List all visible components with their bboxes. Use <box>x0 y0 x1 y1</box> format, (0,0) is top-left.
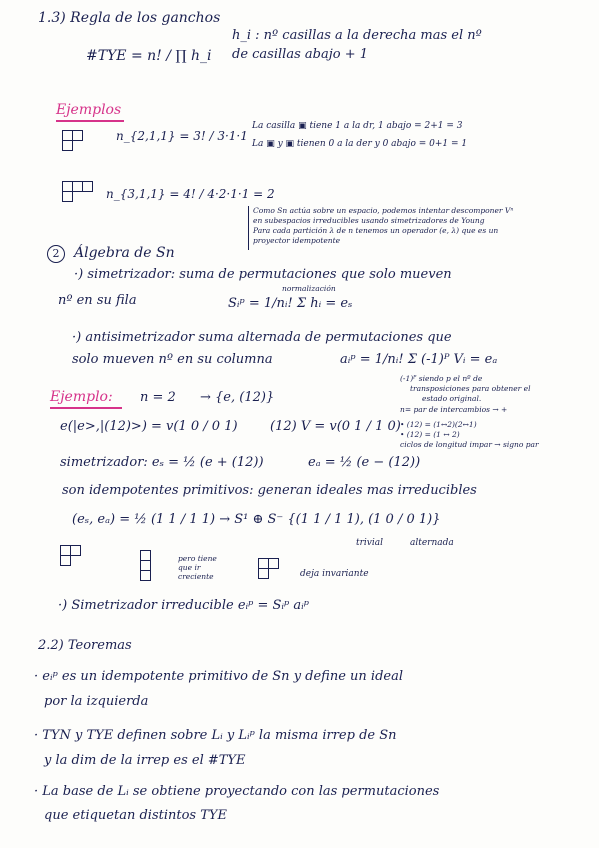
hook-condition-1: h_i : nº casillas a la derecha mas el nº <box>232 28 482 43</box>
antisymmetrizer-line-1: ·) antisimetrizador suma alternada de permutaciones que <box>72 330 452 345</box>
example-identity-matrix: e(|e>,|(12)>) = v(1 0 / 0 1) <box>60 419 238 434</box>
example-swap-matrix: (12) V = v(0 1 / 1 0) <box>270 419 401 434</box>
section-number-circle: 2 <box>47 245 65 263</box>
sign-note-2: transposiciones para obtener el <box>410 384 531 393</box>
theorem-1-line-1: · eᵢᵖ es un idempotente primitivo de Sn y define un ideal <box>34 669 404 684</box>
side-note-2: en subespacios irreducibles usando simetrizadores de Young <box>253 216 485 225</box>
theorem-3-line-2: que etiquetan distintos TYE <box>44 808 227 823</box>
theorem-1-line-2: por la izquierda <box>44 694 149 709</box>
example-underline <box>50 407 122 409</box>
cycle-note-3: ciclos de longitud impar → signo par <box>400 440 539 449</box>
section2-title: Álgebra de Sn <box>74 245 175 261</box>
alternating-label: alternada <box>410 538 454 548</box>
side-note-bracket <box>248 206 249 250</box>
irreducible-symmetrizer: ·) Simetrizador irreducible eᵢᵖ = Sᵢᵖ aᵢᵖ <box>58 598 309 613</box>
trivial-label: trivial <box>356 538 384 548</box>
example-group: → {e, (12)} <box>200 390 275 405</box>
hook-formula: #TYE = n! / ∏ h_i <box>86 48 212 64</box>
tableau-note-2: que ir <box>178 563 201 572</box>
antisymmetrizer-formula: aᵢᵖ = 1/nᵢ! Σ (-1)ᴾ Vᵢ = eₐ <box>340 352 498 367</box>
sign-note-1: (-1)ᴾ siendo p el nº de <box>400 374 483 383</box>
side-note-3: Para cada partición λ de n tenemos un operador (e, λ) que es un <box>253 226 499 235</box>
cycle-note-2: • (12) = (1 ↔ 2) <box>400 430 460 439</box>
example1-formula: n_{2,1,1} = 3! / 3·1·1 <box>116 129 248 143</box>
tableau-note-1: pero tiene <box>178 554 217 563</box>
examples-heading: Ejemplos <box>56 102 122 118</box>
example2-formula: n_{3,1,1} = 4! / 4·2·1·1 = 2 <box>106 187 275 201</box>
antisymmetrizer-line-2: solo mueven nº en su columna <box>72 352 273 367</box>
side-note-1: Como Sn actúa sobre un espacio, podemos intentar descomponer Vⁿ <box>253 206 514 215</box>
sign-note-4: n= par de intercambios → + <box>400 405 508 414</box>
example-n: n = 2 <box>140 390 176 405</box>
side-note-4: proyector idempotente <box>253 236 341 245</box>
example-symmetrizer: simetrizador: eₛ = ½ (e + (12)) <box>60 455 264 470</box>
hook-condition-2: de casillas abajo + 1 <box>232 47 368 62</box>
section-title: 1.3) Regla de los ganchos <box>38 10 221 26</box>
theorem-3-line-1: · La base de Lᵢ se obtiene proyectando con las permutaciones <box>34 784 440 799</box>
decomposition-line: (eₛ, eₐ) = ½ (1 1 / 1 1) → S¹ ⊕ S⁻ {(1 1 / 1 1), (1 0 / 0 1)} <box>72 512 441 527</box>
theorems-title: 2.2) Teoremas <box>38 638 132 653</box>
cycle-note-1: • (12) = (1↔2)(2↔1) <box>400 420 477 429</box>
example1-note-1: La casilla ▣ tiene 1 a la dr, 1 abajo = 2+1 = 3 <box>252 121 463 131</box>
example-heading: Ejemplo: <box>50 389 113 405</box>
examples-underline <box>56 120 124 122</box>
tableau-note-3: creciente <box>178 572 214 581</box>
symmetrizer-line-2: nº en su fila <box>58 293 137 308</box>
sign-note-3: estado original. <box>422 394 482 403</box>
normalization-label: normalización <box>282 284 336 293</box>
theorem-2-line-2: y la dim de la irrep es el #TYE <box>44 753 246 768</box>
symmetrizer-formula: Sᵢᵖ = 1/nᵢ! Σ hᵢ = eₛ <box>228 296 353 311</box>
symmetrizer-line-1: ·) simetrizador: suma de permutaciones que solo mueven <box>74 267 452 282</box>
idempotents-statement: son idempotentes primitivos: generan ideales mas irreducibles <box>62 483 477 498</box>
invariant-label: deja invariante <box>300 569 369 579</box>
example1-note-2: La ▣ y ▣ tienen 0 a la der y 0 abajo = 0+1 = 1 <box>252 139 468 149</box>
theorem-2-line-1: · TYN y TYE definen sobre Lᵢ y Lᵢᵖ la misma irrep de Sn <box>34 728 397 743</box>
example-antisymmetrizer: eₐ = ½ (e − (12)) <box>308 455 421 470</box>
